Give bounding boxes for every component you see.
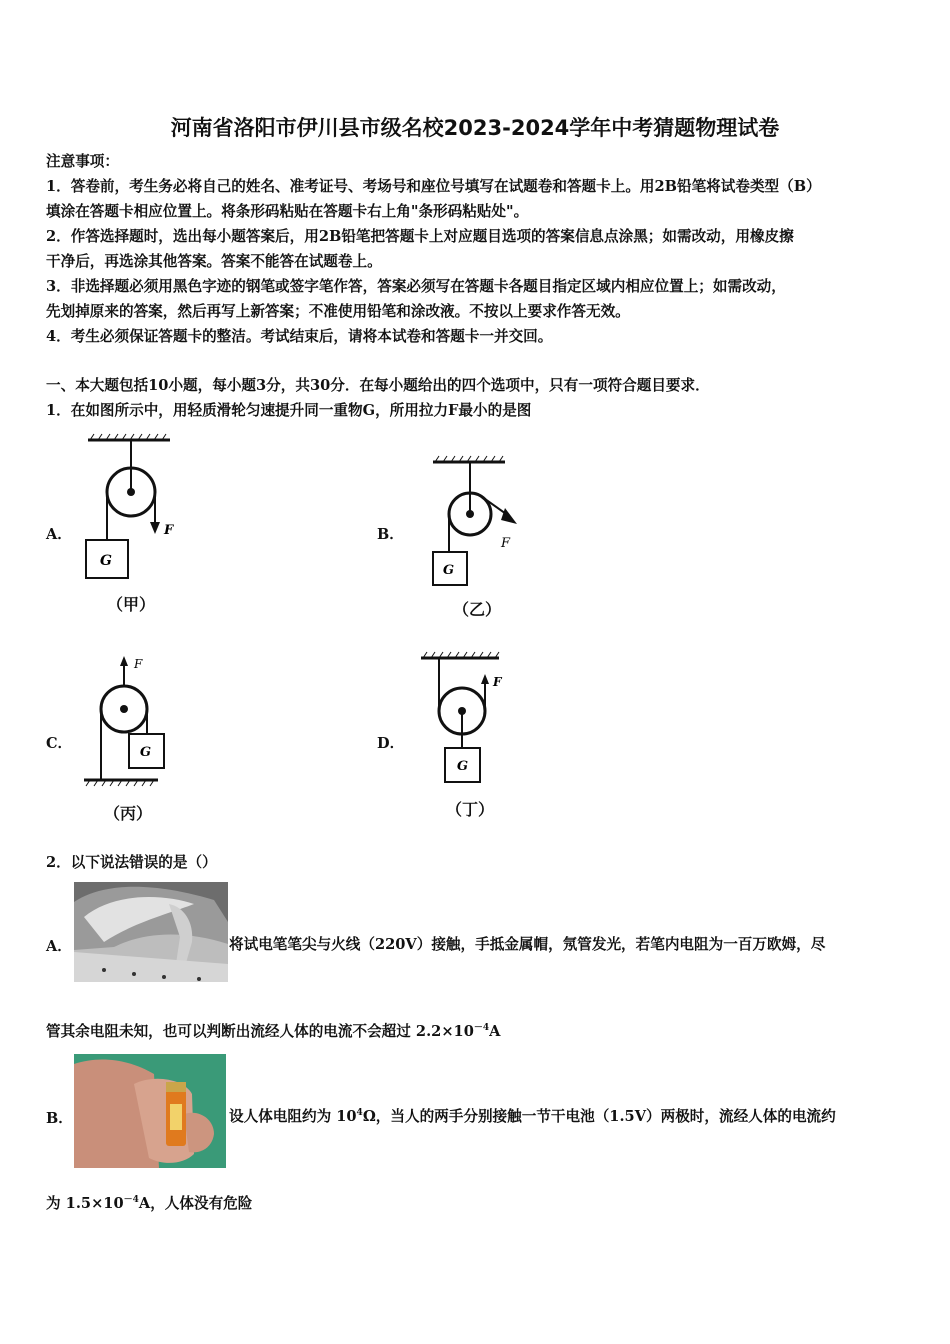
question-1-stem: 1．在如图所示中，用轻质滑轮匀速提升同一重物G，所用拉力F最小的是图 <box>46 402 532 419</box>
q1-c-caption: （丙） <box>104 804 153 823</box>
pulley-diagram-b <box>425 452 535 592</box>
q1-b-force-label: F <box>501 536 511 551</box>
test-pen-photo <box>74 882 228 982</box>
q1-b-caption: （乙） <box>453 600 502 619</box>
notice-line: 3．非选择题必须用黑色字迹的钢笔或签字笔作答，答案必须写在答题卡各题目指定区域内相应位置上；如需改动， <box>46 278 786 295</box>
q2-a-text-line2: 管其余电阻未知，也可以判断出流经人体的电流不会超过 $2.2\times 10^{-4}A$ <box>46 1023 501 1040</box>
q1-a-weight-label: G <box>100 553 112 569</box>
q1-option-b-label: B． <box>377 526 404 543</box>
q1-option-d-label: D． <box>377 735 405 752</box>
q1-d-force-label: F <box>493 675 502 689</box>
q1-c-weight-label: G <box>140 745 152 760</box>
q2-option-a-label: A． <box>46 938 72 955</box>
battery-in-hand-photo <box>74 1054 226 1168</box>
page-title: 河南省洛阳市伊川县市级名校2023-2024学年中考猜题物理试卷 <box>170 116 780 140</box>
notice-line: 4．考生必须保证答题卡的整洁。考试结束后，请将本试卷和答题卡一并交回。 <box>46 328 553 345</box>
section-heading: 一、本大题包括10小题，每小题3分，共30分．在每小题给出的四个选项中，只有一项符合题目要求． <box>46 377 710 394</box>
q1-option-a-label: A． <box>46 526 72 543</box>
pulley-diagram-c <box>80 652 190 797</box>
q1-b-weight-label: G <box>443 563 455 578</box>
q2-option-b-label: B． <box>46 1110 73 1127</box>
question-2-stem: 2．以下说法错误的是（） <box>46 854 217 871</box>
q2-b-text-line2: 为 $1.5\times 10^{-4}A$，人体没有危险 <box>46 1195 253 1212</box>
q2-b-text-line1: 设人体电阻约为 $10^4\Omega$，当人的两手分别接触一节干电池（1.5V）两极时，流经人体的电流约 <box>229 1108 836 1125</box>
notice-heading: 注意事项： <box>46 153 119 170</box>
q1-a-force-label: F <box>164 523 174 538</box>
q1-c-force-label: F <box>134 657 143 671</box>
notice-line: 1．答卷前，考生务必将自己的姓名、准考证号、考场号和座位号填写在试题卷和答题卡上。用2B铅笔将试卷类型（B） <box>46 178 821 195</box>
pulley-diagram-d <box>415 648 525 793</box>
q2-a-text-line1: 将试电笔笔尖与火线（220V）接触，手抵金属帽，氖管发光，若笔内电阻为一百万欧姆，尽 <box>229 936 826 953</box>
notice-line: 2．作答选择题时，选出每小题答案后，用2B铅笔把答题卡上对应题目选项的答案信息点涂黑；如需改动，用橡皮擦 <box>46 228 794 245</box>
q1-option-c-label: C． <box>46 735 73 752</box>
q1-a-caption: （甲） <box>107 595 156 614</box>
notice-line: 填涂在答题卡相应位置上。将条形码粘贴在答题卡右上角"条形码粘贴处"。 <box>46 203 529 220</box>
q1-d-weight-label: G <box>457 759 469 774</box>
notice-line: 先划掉原来的答案，然后再写上新答案；不准使用铅笔和涂改液。不按以上要求作答无效。 <box>46 303 630 320</box>
notice-line: 干净后，再选涂其他答案。答案不能答在试题卷上。 <box>46 253 382 270</box>
q1-d-caption: （丁） <box>446 800 495 819</box>
